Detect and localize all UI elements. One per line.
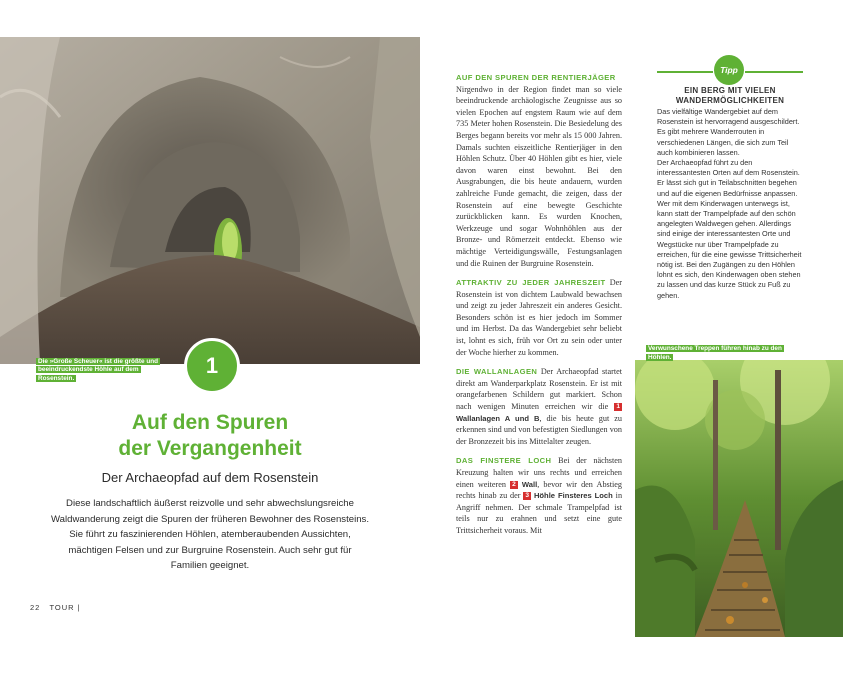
waypoint-name: Wallanlagen A und B bbox=[456, 413, 540, 423]
section-jahreszeit bbox=[456, 277, 622, 358]
photo-caption bbox=[36, 358, 166, 383]
tip-badge bbox=[714, 55, 744, 85]
footer-separator: | bbox=[77, 603, 81, 612]
tip-title bbox=[657, 86, 803, 106]
section-body: Bei der nächsten Kreuzung halten wir uns rechts und erreichen einen weiteren bbox=[456, 456, 622, 489]
section-finsteres-loch bbox=[456, 455, 622, 536]
cave-photo bbox=[0, 37, 420, 364]
section-heading: DAS FINSTERE LOCH bbox=[456, 456, 552, 466]
section-wallanlagen bbox=[456, 366, 622, 447]
section-heading: DIE WALLANLAGEN bbox=[456, 367, 538, 377]
tour-number: 1 bbox=[205, 353, 219, 378]
page-subtitle: Der Archaeopfad auf dem Rosenstein bbox=[101, 470, 319, 485]
waypoint-marker: 1 bbox=[616, 403, 621, 411]
forest-photo bbox=[635, 360, 843, 637]
waypoint-name: Höhle Finsteres Loch bbox=[533, 491, 613, 501]
article-column bbox=[456, 72, 622, 545]
tour-number-badge bbox=[184, 338, 240, 394]
section-rentierjaeger bbox=[456, 72, 622, 269]
forest-photo-illustration bbox=[635, 360, 843, 637]
tip-badge-label: Tipp bbox=[720, 65, 738, 75]
cave-photo-illustration bbox=[0, 37, 420, 364]
page-title-line2: der Vergangenheit bbox=[118, 437, 302, 460]
footer-label: TOUR bbox=[49, 603, 75, 612]
waypoint-marker: 3 bbox=[525, 492, 530, 500]
intro-text: Diese landschaftlich äußerst reizvolle und sehr abwechslungsreiche Waldwanderung zeigt die Spuren der früheren Bewohner des Rosensteins. Sie führt zu faszinierenden Höhlen, atemberaubenden Aussichten, mächtigen Felsen und zur Burgruine Rosenstein. Auch sehr gut für Familien geeignet. bbox=[50, 498, 370, 572]
section-heading: AUF DEN SPUREN DER RENTIERJÄGER bbox=[456, 73, 616, 82]
tip-text bbox=[657, 107, 803, 301]
section-body: Der Rosenstein ist von dichtem Laubwald bewachsen und zeigt zu jeder Jahreszeit ein anderes Gesicht. Besonders schön ist es hier jedoch im Sommer und im Herbst. Da das Wandergebiet sehr beliebt ist, lohnt es sich, früh vor Ort zu sein oder unter der Woche hierher zu kommen. bbox=[456, 278, 623, 357]
page-title-line1: Auf den Spuren bbox=[131, 411, 289, 434]
section-body: in Angriff nehmen. Der schmale Trampelpfad ist teils nur zu erahnen und setzt eine gute Trittsicherheit voraus. Mit bbox=[456, 491, 623, 535]
section-body: Der Archaeopfad startet direkt am Wanderparkplatz Rosenstein. Er ist mit orangefarbenen Schildern gut markiert. Schon nach wenigen Minuten erreichen wir die bbox=[456, 367, 623, 412]
tip-divider-left bbox=[657, 71, 713, 73]
tip-paragraph: Der Archaeopfad führt zu den interessantesten Orten auf dem Rosenstein. Er lässt sich gut in Teilabschnitten begehen und auf die eigenen Bedürfnisse anpassen. Wer mit dem Kinderwagen unterwegs ist, kann statt der Trampelpfade auf den schön angelegten Waldwegen gehen. Allerdings sind einige der interessantesten Orte und Wegstücke nur über Trampelpfade zu erreichen, für die eine gewisse Trittsicherheit nötig ist. Bei den Zugängen zu den Höhlen lohnt es sich, den Kinderwagen oben stehen zu lassen und das kurze Stück zu Fuß zu gehen. bbox=[657, 158, 802, 300]
section-body: Nirgendwo in der Region findet man so viele beeindruckende archäologische Zeugnisse aus so vielen Epochen auf engstem Raum wie auf dem 735 Meter hohen Rosenstein. Die Besiedelung des Berges begann bereits vor mehr als 15 000 Jahren. Damals suchten eiszeitliche Rentierjäger in den Höhlen Schutz. Über 40 Höhlen gibt es hier, viele davon waren einst bewohnt. Bei den Ausgrabungen, die bis heute andauern, wurden zahlreiche Funde gemacht, die zeigen, dass der Rosenstein auf eine bewegte Geschichte zurückblicken kann. Es wurden Knochen, Werkzeuge und sogar Wohnhöhlen aus der Bronze- und Römerzeit entdeckt. Ebenso wie mächtige Verteidigungswälle, Festungsanlagen und die Ruinen der Burgruine Rosenstein. bbox=[456, 84, 622, 268]
forest-photo-caption bbox=[646, 345, 786, 362]
tip-paragraph: Das vielfältige Wandergebiet auf dem Rosenstein ist hervorragend ausgeschildert. Es gibt mehrere Wanderrouten in verschiedenen Längen, die sich zum Teil auch kombinieren lassen. bbox=[657, 107, 800, 157]
forest-caption-text: Verwunschene Treppen führen hinab zu den Höhlen. bbox=[648, 345, 782, 361]
section-heading: ATTRAKTIV ZU JEDER JAHRESZEIT bbox=[456, 278, 606, 288]
waypoint-marker: 2 bbox=[512, 480, 516, 488]
section-body: , bevor wir den Abstieg rechts hinab zu der bbox=[456, 479, 623, 501]
page-title bbox=[40, 410, 380, 462]
section-body: , die bis heute gut zu erkennen sind und von befestigten Siedlungen von der Bronzezeit bis ins Mittelalter zeugen. bbox=[456, 413, 622, 446]
tip-title-line1: EIN BERG MIT VIELEN bbox=[684, 86, 776, 95]
tip-title-line2: WANDERMÖGLICHKEITEN bbox=[675, 96, 785, 105]
waypoint-name: Wall bbox=[521, 479, 538, 489]
tip-divider-right bbox=[745, 71, 803, 73]
page-footer bbox=[30, 603, 84, 612]
photo-caption-text: Die »Große Scheuer« ist die größte und beeindruckendste Höhle auf dem Rosenstein. bbox=[38, 358, 159, 382]
page-number: 22 bbox=[30, 603, 41, 612]
